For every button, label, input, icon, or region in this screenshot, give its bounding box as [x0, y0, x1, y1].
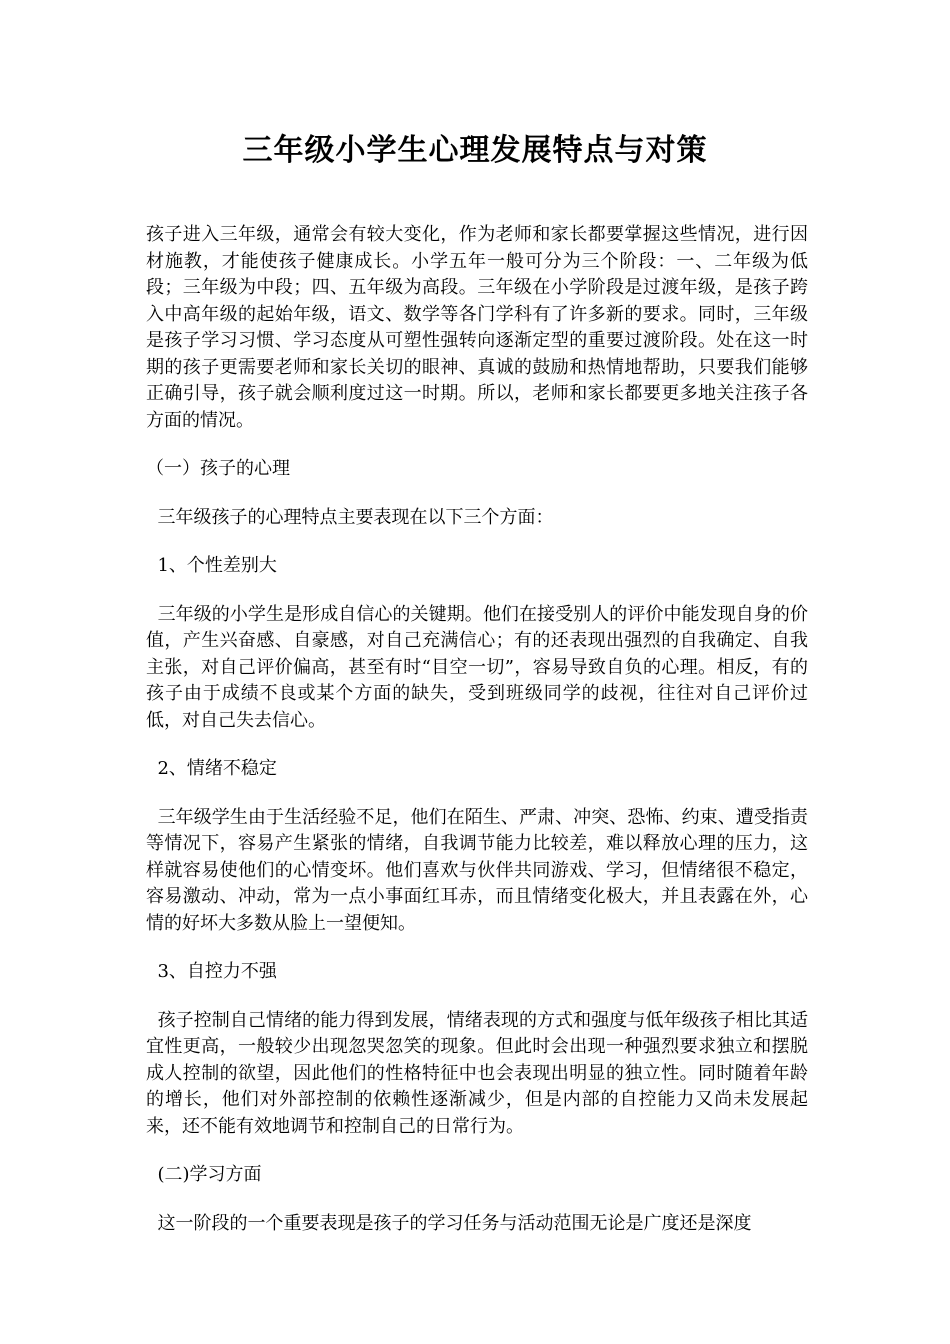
paragraph-psychology-summary: 三年级孩子的心理特点主要表现在以下三个方面：: [146, 506, 554, 528]
section-heading-learning: (二)学习方面: [146, 1164, 262, 1185]
paragraph-intro: 孩子进入三年级，通常会有较大变化，作为老师和家长都要掌握这些情况，进行因材施教，才能使孩子健康成长。小学五年一般可分为三个阶段：一、二年级为低段；三年级为中段；四、五年级为高段。三年级在小学阶段是过渡年级，是孩子跨入中高年级的起始年级，语文、数学等各门学科有了许多新的要求。同时，三年级是孩子学习习惯、学习态度从可塑性强转向逐渐定型的重要过渡阶段。处在这一时期的孩子更需要老师和家长关切的眼神、真诚的鼓励和热情地帮助，只要我们能够正确引导，孩子就会顺利度过这一时期。所以，老师和家长都要更多地关注孩子各方面的情况。: [146, 224, 808, 431]
document-body: [146, 222, 808, 1237]
paragraph-personality: 三年级的小学生是形成自信心的关键期。他们在接受别人的评价中能发现自身的价值，产生兴奋感、自豪感，对自己充满信心；有的还表现出强烈的自我确定、自我主张，对自己评价偏高，甚至有时“目空一切”，容易导致自负的心理。相反，有的孩子由于成绩不良或某个方面的缺失，受到班级同学的歧视，往往对自己评价过低，对自己失去信心。: [146, 603, 808, 731]
subheading-self-control: 3、自控力不强: [146, 961, 277, 982]
document-title: 三年级小学生心理发展特点与对策: [242, 133, 708, 168]
section-heading-psychology: （一）孩子的心理: [146, 458, 290, 479]
subheading-personality: 1、个性差别大: [146, 555, 277, 576]
paragraph-learning: 这一阶段的一个重要表现是孩子的学习任务与活动范围无论是广度还是深度: [146, 1212, 752, 1234]
paragraph-self-control: 孩子控制自己情绪的能力得到发展，情绪表现的方式和强度与低年级孩子相比其适宜性更高，一般较少出现忽哭忽笑的现象。但此时会出现一种强烈要求独立和摆脱成人控制的欲望，因此他们的性格特征中也会表现出明显的独立性。同时随着年龄的增长，他们对外部控制的依赖性逐渐减少，但是内部的自控能力又尚未发展起来，还不能有效地调节和控制自己的日常行为。: [146, 1009, 808, 1137]
paragraph-emotion: 三年级学生由于生活经验不足，他们在陌生、严肃、冲突、恐怖、约束、遭受指责等情况下，容易产生紧张的情绪，自我调节能力比较差，难以释放心理的压力，这样就容易使他们的心情变坏。他们喜欢与伙伴共同游戏、学习，但情绪很不稳定，容易激动、冲动，常为一点小事面红耳赤，而且情绪变化极大，并且表露在外，心情的好坏大多数从脸上一望便知。: [146, 806, 808, 934]
subheading-emotion: 2、情绪不稳定: [146, 758, 277, 779]
